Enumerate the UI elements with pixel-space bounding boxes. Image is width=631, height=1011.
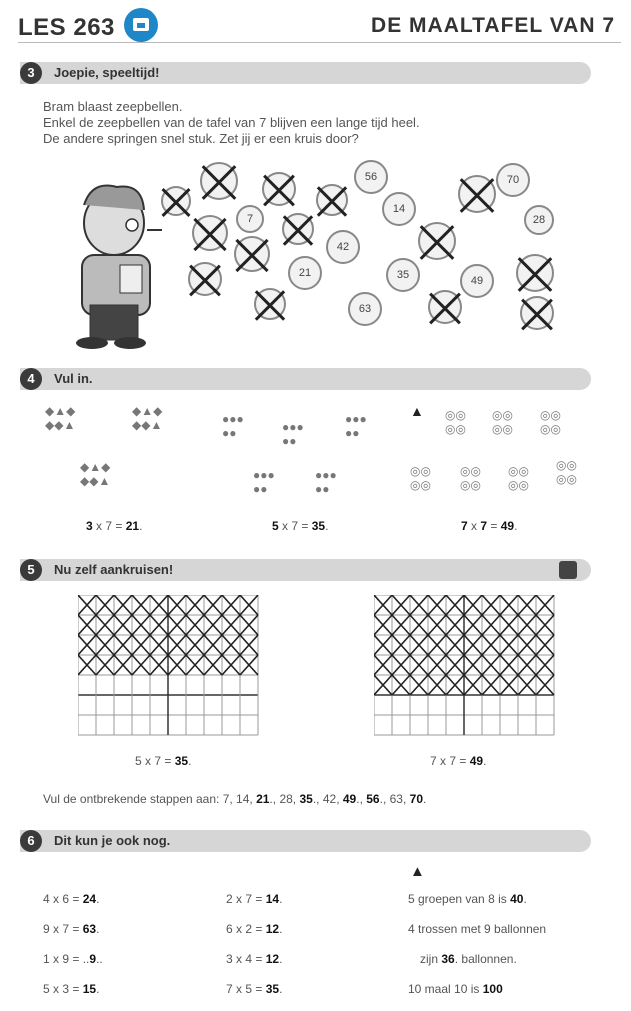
cell-cross <box>78 595 96 615</box>
cell-cross <box>536 595 554 615</box>
cell-cross <box>374 675 392 695</box>
cell-cross <box>168 615 186 635</box>
cell-cross <box>518 595 536 615</box>
bubble-crossed[interactable] <box>161 186 191 216</box>
cell-cross <box>132 615 150 635</box>
bubble-crossed[interactable] <box>458 175 496 213</box>
exercise-4-bar <box>20 368 591 390</box>
cell-cross <box>204 595 222 615</box>
bubble-crossed[interactable] <box>234 236 270 272</box>
cell-cross <box>410 615 428 635</box>
ex5-equation-2: 7 x 7 = 49. <box>430 754 487 768</box>
cell-cross <box>96 615 114 635</box>
cell-cross <box>240 595 258 615</box>
cell-cross <box>500 675 518 695</box>
candy-group-icon: ◆▲◆ ◆◆▲ <box>45 404 76 432</box>
cell-cross <box>446 615 464 635</box>
bubble[interactable]: 56 <box>354 160 388 194</box>
cell-cross <box>392 615 410 635</box>
bubble[interactable]: 35 <box>386 258 420 292</box>
marble-group-icon: ●●● ●● <box>222 412 244 440</box>
ex6-word-problem: zijn 36. ballonnen. <box>420 952 517 966</box>
cell-cross <box>428 655 446 675</box>
exercise-title: Joepie, speeltijd! <box>54 65 160 80</box>
exercise-number: 3 <box>20 62 42 84</box>
cell-cross <box>96 655 114 675</box>
ex6-item: 6 x 2 = 12. <box>226 922 283 936</box>
candy-group-icon: ◆▲◆ ◆◆▲ <box>132 404 163 432</box>
cell-cross <box>222 655 240 675</box>
bubble[interactable]: 63 <box>348 292 382 326</box>
bubble-crossed[interactable] <box>316 184 348 216</box>
peanut-group-icon: ◎◎ ◎◎ <box>460 464 481 492</box>
cell-cross <box>482 655 500 675</box>
cell-cross <box>446 675 464 695</box>
bubble-crossed[interactable] <box>262 172 296 206</box>
cell-cross <box>114 635 132 655</box>
ex6-word-problem: 10 maal 10 is 100 <box>408 982 503 996</box>
cell-cross <box>428 675 446 695</box>
cell-cross <box>186 615 204 635</box>
peanut-group-icon: ◎◎ ◎◎ <box>410 464 431 492</box>
cell-cross <box>186 595 204 615</box>
bubble[interactable]: 28 <box>524 205 554 235</box>
bubble[interactable]: 7 <box>236 205 264 233</box>
bubble-crossed[interactable] <box>200 162 238 200</box>
bubble[interactable]: 14 <box>382 192 416 226</box>
cell-cross <box>500 595 518 615</box>
cell-cross <box>428 615 446 635</box>
bubble[interactable]: 70 <box>496 163 530 197</box>
cell-cross <box>410 675 428 695</box>
ex6-item: 3 x 4 = 12. <box>226 952 283 966</box>
cell-cross <box>374 615 392 635</box>
missing-steps-line: Vul de ontbrekende stappen aan: 7, 14, 21., 28, 35., 42, 49., 56., 63, 70. <box>43 792 427 806</box>
candy-group-icon: ◆▲◆ ◆◆▲ <box>80 460 111 488</box>
cell-cross <box>150 615 168 635</box>
tablet-icon <box>559 561 577 579</box>
page-title: DE MAALTAFEL VAN 7 <box>371 14 615 37</box>
cell-cross <box>464 615 482 635</box>
bubble-crossed[interactable] <box>516 254 554 292</box>
instruction-line: Bram blaast zeepbellen. <box>43 99 183 114</box>
peanut-group-icon: ◎◎ ◎◎ <box>508 464 529 492</box>
cell-cross <box>482 615 500 635</box>
cell-cross <box>186 655 204 675</box>
grid-right <box>374 595 556 737</box>
exercise-6-bar <box>20 830 591 852</box>
cell-cross <box>114 595 132 615</box>
bubble-crossed[interactable] <box>520 296 554 330</box>
bubble-crossed[interactable] <box>418 222 456 260</box>
marble-group-icon: ●●● ●● <box>315 468 337 496</box>
cell-cross <box>392 675 410 695</box>
cell-cross <box>374 595 392 615</box>
ex4-equation-3: 7 x 7 = 49. <box>461 519 518 533</box>
triangle-marker-icon: ▲ <box>410 863 425 880</box>
cell-cross <box>204 615 222 635</box>
bubble-crossed[interactable] <box>192 215 228 251</box>
cell-cross <box>374 635 392 655</box>
cell-cross <box>204 655 222 675</box>
cell-cross <box>392 595 410 615</box>
cell-cross <box>464 655 482 675</box>
exercise-title: Nu zelf aankruisen! <box>54 562 174 577</box>
cell-cross <box>536 615 554 635</box>
cell-cross <box>222 595 240 615</box>
cell-cross <box>132 595 150 615</box>
lesson-icon <box>124 8 158 42</box>
cell-cross <box>150 655 168 675</box>
boy-illustration <box>62 175 172 350</box>
peanut-group-icon: ◎◎ ◎◎ <box>445 408 466 436</box>
ex6-item: 2 x 7 = 14. <box>226 892 283 906</box>
ex4-equation-1: 3 x 7 = 21. <box>86 519 143 533</box>
bubble-crossed[interactable] <box>254 288 286 320</box>
cell-cross <box>240 615 258 635</box>
cell-cross <box>150 595 168 615</box>
cell-cross <box>150 635 168 655</box>
ex5-equation-1: 5 x 7 = 35. <box>135 754 192 768</box>
cell-cross <box>392 655 410 675</box>
instruction-line: Enkel de zeepbellen van de tafel van 7 blijven een lange tijd heel. <box>43 115 420 130</box>
cell-cross <box>222 635 240 655</box>
cell-cross <box>186 635 204 655</box>
ex6-item: 5 x 3 = 15. <box>43 982 100 996</box>
exercise-title: Dit kun je ook nog. <box>54 833 171 848</box>
marble-group-icon: ●●● ●● <box>253 468 275 496</box>
exercise-number: 4 <box>20 368 42 390</box>
ex6-word-problem: 4 trossen met 9 ballonnen <box>408 922 547 936</box>
cell-cross <box>446 635 464 655</box>
cell-cross <box>482 595 500 615</box>
cell-cross <box>410 655 428 675</box>
ex6-item: 9 x 7 = 63. <box>43 922 100 936</box>
ex6-item: 7 x 5 = 35. <box>226 982 283 996</box>
cell-cross <box>374 655 392 675</box>
cell-cross <box>132 635 150 655</box>
cell-cross <box>114 615 132 635</box>
exercise-3-bar <box>20 62 591 84</box>
ex4-equation-2: 5 x 7 = 35. <box>272 519 329 533</box>
cell-cross <box>222 615 240 635</box>
header-divider <box>18 42 621 43</box>
exercise-title: Vul in. <box>54 371 93 386</box>
marble-group-icon: ●●● ●● <box>345 412 367 440</box>
exercise-number: 6 <box>20 830 42 852</box>
marble-group-icon: ●●● ●● <box>282 420 304 448</box>
cell-cross <box>536 635 554 655</box>
cell-cross <box>518 635 536 655</box>
exercise-5-bar <box>20 559 591 581</box>
cell-cross <box>464 595 482 615</box>
ex6-word-problem: 5 groepen van 8 is 40. <box>408 892 527 906</box>
ex6-item: 4 x 6 = 24. <box>43 892 100 906</box>
cell-cross <box>464 675 482 695</box>
instruction-line: De andere springen snel stuk. Zet jij er een kruis door? <box>43 131 359 146</box>
cell-cross <box>96 595 114 615</box>
peanut-group-icon: ◎◎ ◎◎ <box>492 408 513 436</box>
cell-cross <box>132 655 150 675</box>
cell-cross <box>240 655 258 675</box>
peanut-group-icon: ◎◎ ◎◎ <box>540 408 561 436</box>
cell-cross <box>482 635 500 655</box>
cell-cross <box>240 635 258 655</box>
cell-cross <box>536 675 554 695</box>
cell-cross <box>410 595 428 615</box>
cell-cross <box>204 635 222 655</box>
cell-cross <box>114 655 132 675</box>
peanut-group-icon: ◎◎ ◎◎ <box>556 458 577 486</box>
cell-cross <box>168 595 186 615</box>
cell-cross <box>518 675 536 695</box>
ex6-item: 1 x 9 = ..9.. <box>43 952 103 966</box>
bubble-crossed[interactable] <box>188 262 222 296</box>
cell-cross <box>518 615 536 635</box>
cell-cross <box>168 655 186 675</box>
bubble[interactable]: 49 <box>460 264 494 298</box>
cell-cross <box>78 615 96 635</box>
cell-cross <box>428 635 446 655</box>
cell-cross <box>500 655 518 675</box>
cell-cross <box>482 675 500 695</box>
cell-cross <box>410 635 428 655</box>
cell-cross <box>392 635 410 655</box>
lesson-number: LES 263 <box>18 14 115 41</box>
cell-cross <box>500 615 518 635</box>
cell-cross <box>78 635 96 655</box>
cell-cross <box>518 655 536 675</box>
triangle-marker-icon: ▲ <box>410 403 424 419</box>
bubble[interactable]: 42 <box>326 230 360 264</box>
grid-left <box>78 595 260 737</box>
exercise-3-instructions <box>43 99 420 147</box>
cell-cross <box>536 655 554 675</box>
cell-cross <box>446 655 464 675</box>
cell-cross <box>500 635 518 655</box>
bubble[interactable]: 21 <box>288 256 322 290</box>
cell-cross <box>428 595 446 615</box>
cell-cross <box>78 655 96 675</box>
cell-cross <box>446 595 464 615</box>
bubble-crossed[interactable] <box>282 213 314 245</box>
bubble-crossed[interactable] <box>428 290 462 324</box>
exercise-number: 5 <box>20 559 42 581</box>
cell-cross <box>96 635 114 655</box>
cell-cross <box>464 635 482 655</box>
cell-cross <box>168 635 186 655</box>
